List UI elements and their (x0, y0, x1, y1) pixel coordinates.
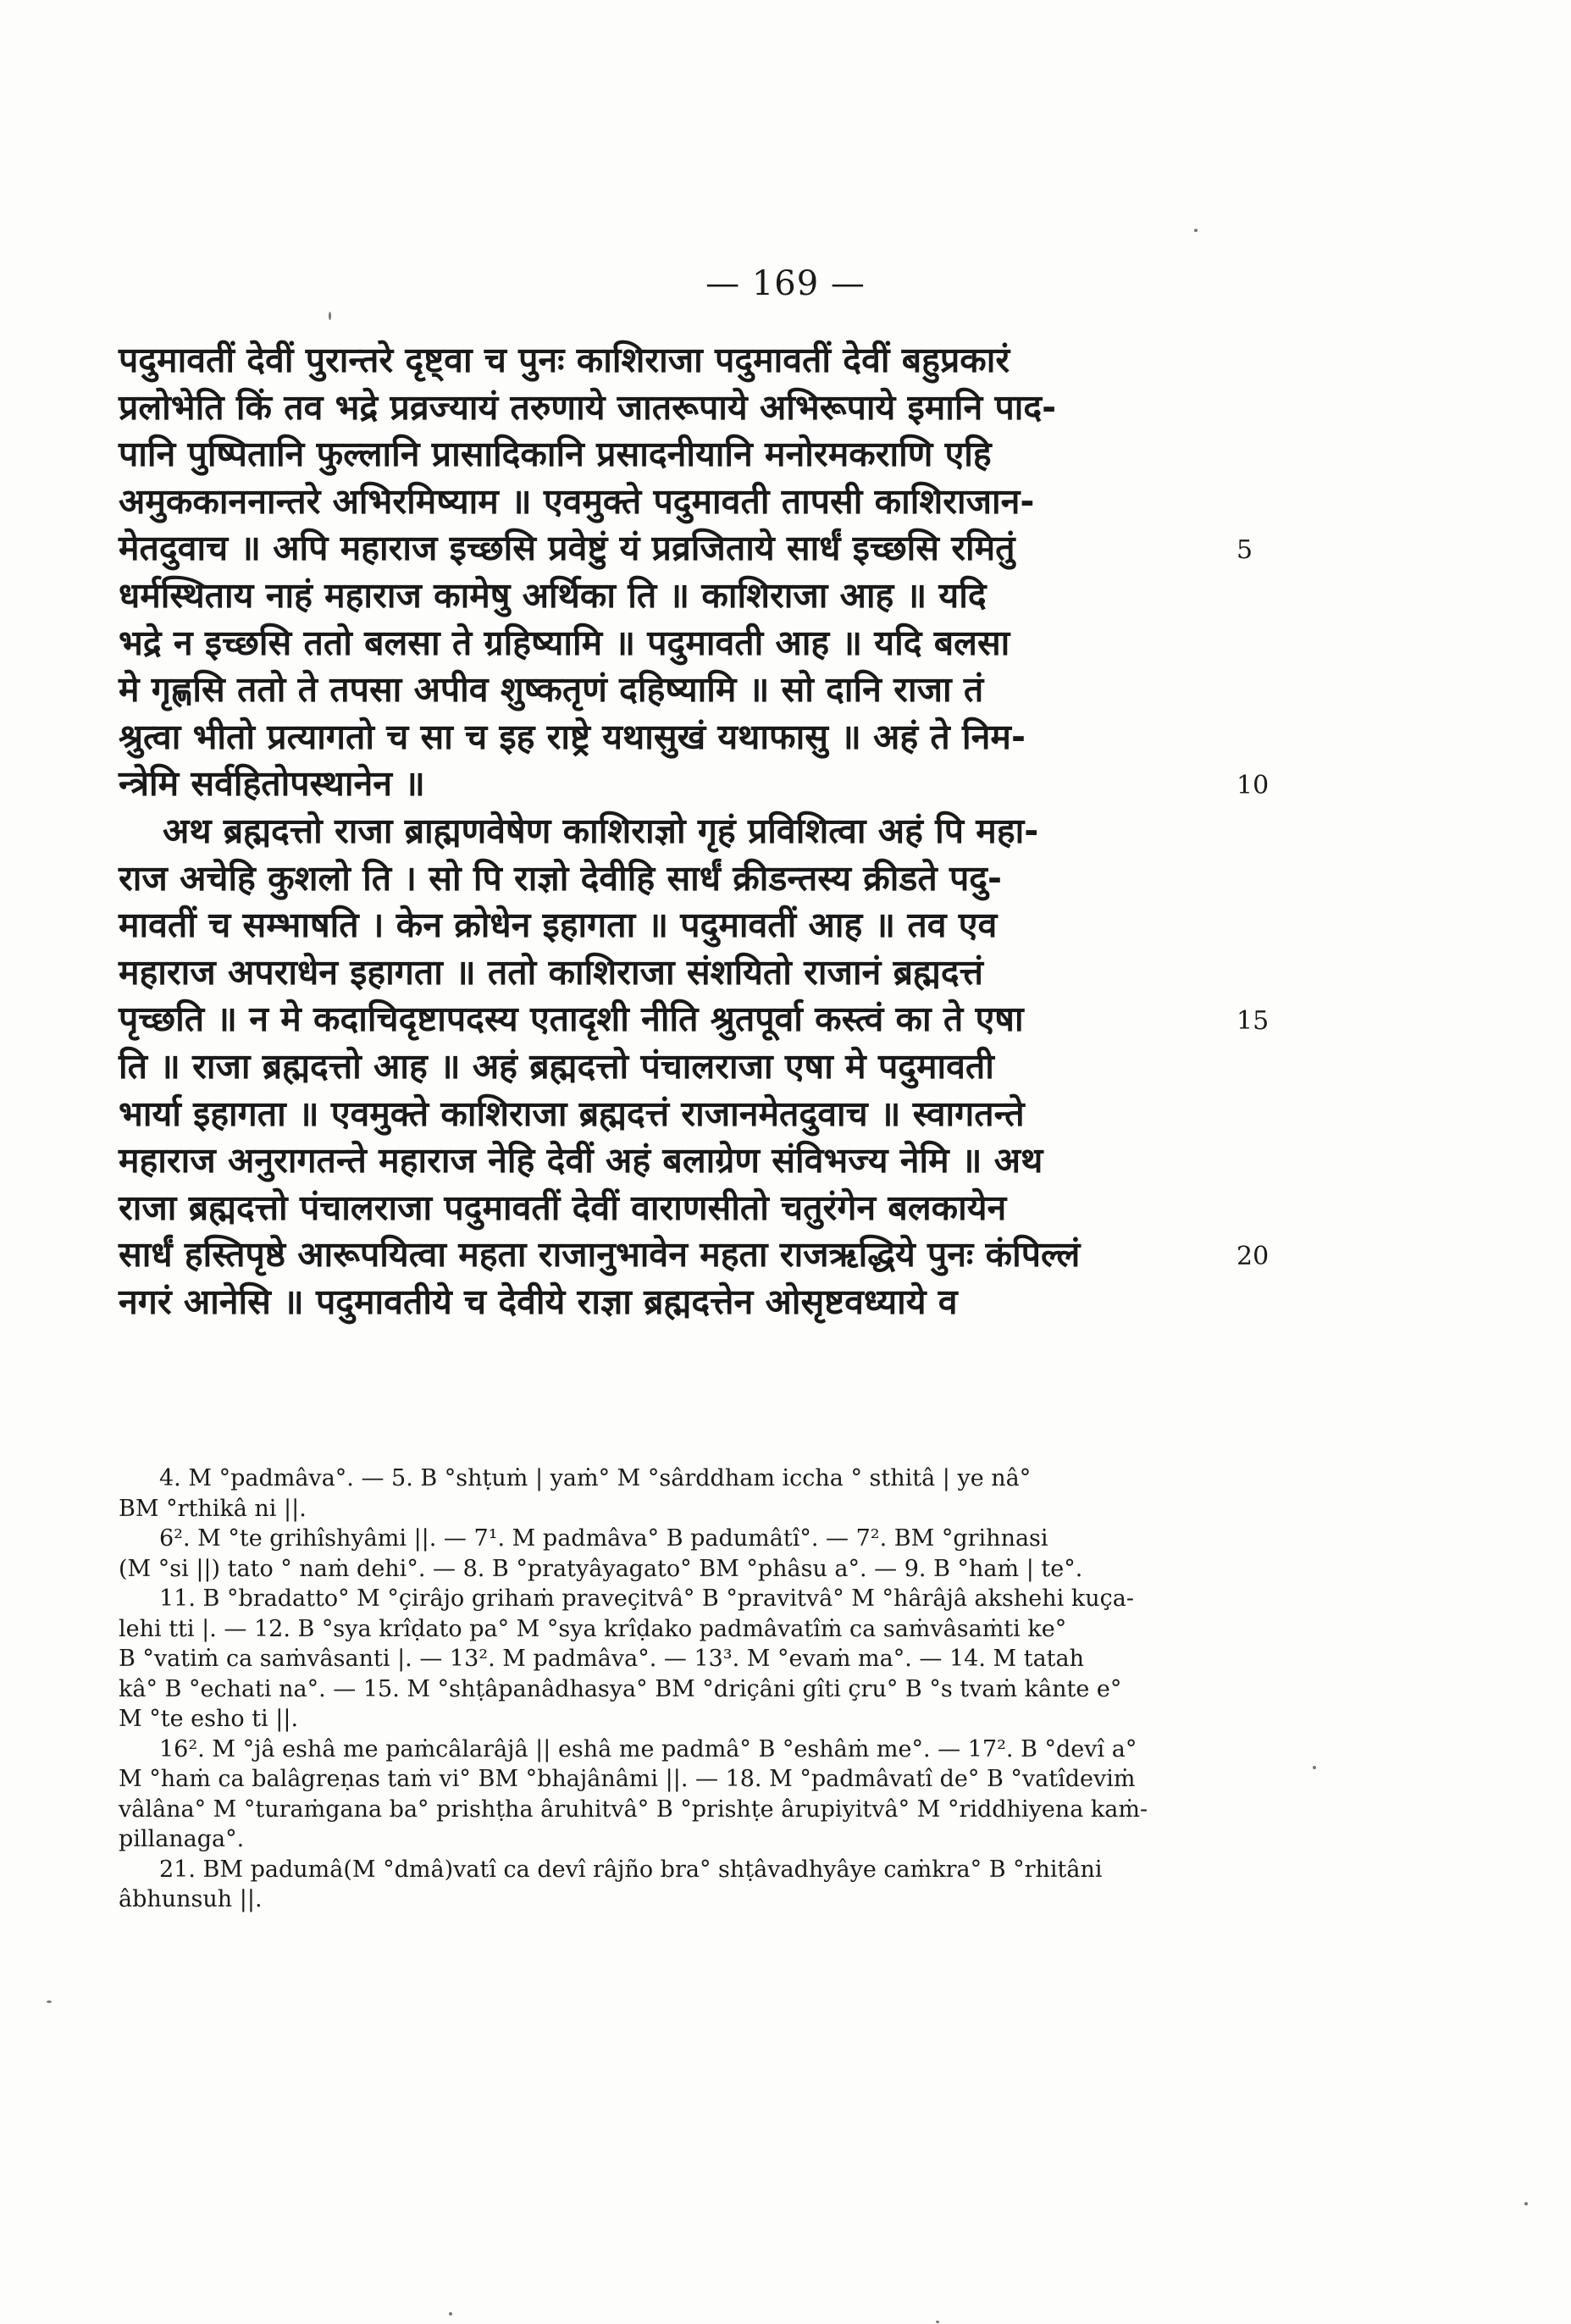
text-line (119, 479, 1211, 526)
footnote-line: 4. M °padmâva°. — 5. B °shṭuṁ | yaṁ° M °sârddham iccha ° sthitâ | ye nâ° (159, 1465, 1032, 1491)
scan-speck (449, 2312, 452, 2316)
page-number: — 169 — (705, 264, 866, 303)
text-line (119, 1137, 1211, 1185)
text-line-content: राजा ब्रह्मदत्तो पंचालराजा पदुमावतीं देवीं वाराणसीतो चतुरंगेन बलकायेन (119, 1187, 1007, 1228)
scan-speck (1194, 229, 1198, 232)
line-number: 10 (1236, 771, 1270, 801)
text-line-content: श्रुत्वा भीतो प्रत्यागतो च सा च इह राष्ट्रे यथासुखं यथाफासु ॥ अहं ते निम- (119, 716, 1026, 757)
scan-speck (1524, 2202, 1528, 2205)
footnote-line: 16². M °jâ eshâ me paṁcâlarâjâ || eshâ me padmâ° B °eshâṁ me°. — 17². B °devî a° (159, 1735, 1137, 1762)
footnote-line: âbhunsuh ||. (119, 1886, 263, 1912)
text-line-content: भार्या इहागता ॥ एवमुक्ते काशिराजा ब्रह्मदत्तं राजानमेतदुवाच ॥ स्वागतन्ते (119, 1093, 1025, 1134)
scan-speck (1313, 1766, 1316, 1769)
text-line (119, 1091, 1211, 1138)
text-line-content: महाराज अपराधेन इहागता ॥ ततो काशिराजा संशयितो राजानं ब्रह्मदत्तं (119, 951, 983, 993)
text-line-content: नगरं आनेसि ॥ पदुमावतीये च देवीये राज्ञा ब्रह्मदत्तेन ओसृष्टवध्याये व (119, 1281, 958, 1322)
footnote-line: M °haṁ ca balâgreṇas taṁ vi° BM °bhajânâmi ||. — 18. M °padmâvatî de° B °vatîdeviṁ (119, 1766, 1136, 1792)
text-line-content: मे गृह्णसि ततो ते तपसा अपीव शुष्कतृणं दहिष्यामि ॥ सो दानि राजा तं (119, 669, 984, 711)
footnote-line: pillanaga°. (119, 1826, 245, 1852)
text-line (119, 902, 1211, 949)
text-line (119, 714, 1211, 761)
text-line-content: मावतीं च सम्भाषति । केन क्रोधेन इहागता ॥ पदुमावतीं आह ॥ तव एव (119, 905, 998, 946)
line-number: 5 (1236, 535, 1253, 566)
footnote-line: 21. BM padumâ(M °dmâ)vatî ca devî râjño bra° shṭâvadhyâye caṁkra° B °rhitâni (159, 1856, 1103, 1883)
text-line (119, 855, 1211, 903)
text-line-content: पानि पुष्पितानि फुल्लानि प्रासादिकानि प्रसादनीयानि मनोरमकराणि एहि (119, 434, 992, 475)
footnote-line: lehi tti |. — 12. B °sya krîḍato pa° M °sya krîḍako padmâvatîṁ ca saṁvâsaṁti ke° (119, 1615, 1067, 1642)
footnote-line: vâlâna° M °turaṁgana ba° prishṭha âruhitvâ° B °prishṭe ârupiyitvâ° M °riddhiyena kaṁ- (119, 1796, 1148, 1823)
footnote-line: BM °rthikâ ni ||. (119, 1495, 307, 1522)
line-number: 15 (1236, 1006, 1270, 1037)
text-line (119, 620, 1211, 667)
text-line-content: भद्रे न इच्छसि ततो बलसा ते ग्रहिष्यामि ॥ पदुमावती आह ॥ यदि बलसा (119, 622, 1010, 663)
scan-speck (47, 2000, 52, 2003)
text-line (119, 667, 1211, 714)
footnote-line: (M °si ||) tato ° naṁ dehi°. — 8. B °pratyâyagato° BM °phâsu a°. — 9. B °haṁ | te°. (119, 1555, 1083, 1582)
text-line-content: न्त्रेमि सर्वहितोपस्थानेन ॥ (119, 763, 425, 805)
text-line-content: मेतदुवाच ॥ अपि महाराज इच्छसि प्रवेष्टुं यं प्रव्रजिताये सार्धं इच्छसि रमितुं (119, 528, 1015, 569)
scan-speck (329, 312, 331, 320)
text-line (119, 337, 1211, 385)
text-line (119, 1231, 1270, 1279)
text-line (119, 996, 1270, 1043)
text-line (119, 1043, 1211, 1091)
text-line-content: प्रलोभेति किं तव भद्रे प्रव्रज्यायं तरुणाये जातरूपाये अभिरूपाये इमानि पाद- (119, 386, 1057, 428)
line-number: 20 (1236, 1242, 1270, 1272)
text-line-content: अथ ब्रह्मदत्तो राजा ब्राह्मणवेषेण काशिराज्ञो गृहं प्रविशित्वा अहं पि महा- (163, 810, 1039, 851)
footnote-line: 11. B °bradatto° M °çirâjo grihaṁ praveçitvâ° B °pravitvâ° M °hârâjâ akshehi kuça- (159, 1585, 1134, 1612)
text-line (119, 761, 1270, 808)
text-line (119, 1279, 1211, 1326)
footnote-line: M °te esho ti ||. (119, 1706, 299, 1732)
text-line-content: पदुमावतीं देवीं पुरान्तरे दृष्ट्वा च पुनः काशिराजा पदुमावतीं देवीं बहुप्रकारं (119, 340, 1010, 380)
text-line-content: पृच्छति ॥ न मे कदाचिदृष्टापदस्य एतादृशी नीति श्रुतपूर्वा कस्त्वं का ते एषा (119, 999, 1024, 1040)
footnote-line: 6². M °te grihîshyâmi ||. — 7¹. M padmâva° B padumâtî°. — 7². BM °grihnasi (159, 1525, 1048, 1552)
footnotes-block (119, 1464, 1220, 1915)
text-line (119, 808, 1211, 855)
footnote-line: B °vatiṁ ca saṁvâsanti |. — 13². M padmâva°. — 13³. M °evaṁ ma°. — 14. M tatah (119, 1646, 1085, 1672)
text-line-content: राज अचेहि कुशलो ति । सो पि राज्ञो देवीहि सार्धं क्रीडन्तस्य क्रीडते पदु- (119, 857, 1003, 899)
text-line (119, 431, 1211, 479)
scan-speck (936, 2321, 939, 2323)
text-line (119, 1185, 1211, 1232)
footnote-line: kâ° B °echati na°. — 15. M °shṭâpanâdhasya° BM °driçâni gîti çru° B °s tvaṁ kânte e° (119, 1675, 1122, 1702)
text-line-content: सार्धं हस्तिपृष्ठे आरूपयित्वा महता राजानुभावेन महता राजऋद्धिये पुनः कंपिल्लं (119, 1234, 1081, 1275)
text-line-content: धर्मस्थिताय नाहं महाराज कामेषु अर्थिका ति ॥ काशिराजा आह ॥ यदि (119, 574, 987, 616)
text-line (119, 949, 1211, 997)
text-line (119, 573, 1211, 620)
main-text-block (119, 337, 1270, 1325)
text-line-content: ति ॥ राजा ब्रह्मदत्तो आह ॥ अहं ब्रह्मदत्तो पंचालराजा एषा मे पदुमावती (119, 1045, 994, 1087)
text-line-content: महाराज अनुरागतन्ते महाराज नेहि देवीं अहं बलाग्रेण संविभज्य नेमि ॥ अथ (119, 1140, 1043, 1181)
text-line (119, 525, 1253, 573)
text-line-content: अमुककाननान्तरे अभिरमिष्याम ॥ एवमुक्ते पदुमावती तापसी काशिराजान- (119, 480, 1035, 522)
text-line (119, 385, 1211, 432)
